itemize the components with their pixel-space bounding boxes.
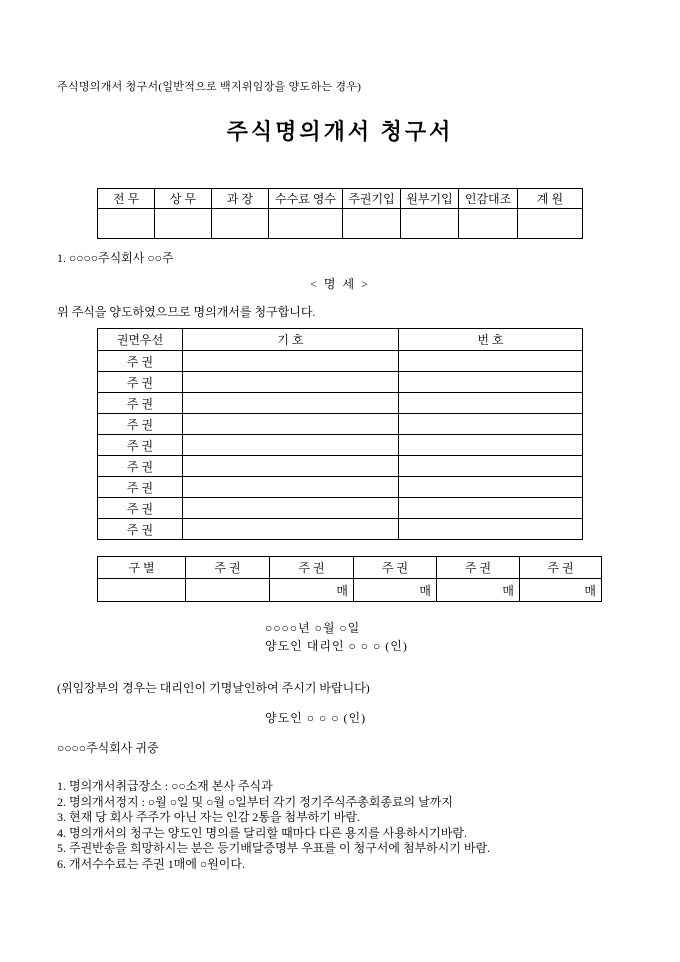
count-cell: 매 xyxy=(354,579,437,602)
detail-header-cell: 번 호 xyxy=(399,329,583,351)
detail-table xyxy=(97,328,583,540)
detail-cell xyxy=(183,519,399,540)
count-header-cell: 주 권 xyxy=(437,557,520,579)
document-caption: 주식명의개서 청구서(일반적으로 백지위임장을 양도하는 경우) xyxy=(57,81,362,93)
detail-cell xyxy=(183,393,399,414)
note-line: 1. 명의개서취급장소 : ○○소재 본사 주식과 xyxy=(57,779,273,793)
count-header-cell: 구 별 xyxy=(98,557,186,579)
note-line: 5. 주권반송을 희망하시는 분은 등기배달증명부 우표를 이 청구서에 첨부하시기 바람. xyxy=(57,841,491,856)
signature-agent-line: 양도인 대리인 ○ ○ ○ (인) xyxy=(265,639,408,653)
proxy-note: (위임장부의 경우는 대리인이 기명날인하여 주시기 바랍니다) xyxy=(57,681,370,695)
detail-cell xyxy=(399,477,583,498)
detail-cell: 주 권 xyxy=(98,414,183,435)
count-cell xyxy=(98,579,186,602)
approval-table xyxy=(97,188,583,239)
count-header-cell: 주 권 xyxy=(270,557,354,579)
detail-table-row xyxy=(98,477,583,498)
approval-empty-cell xyxy=(401,209,459,239)
detail-cell: 주 권 xyxy=(98,351,183,372)
detail-cell xyxy=(399,456,583,477)
note-line: 3. 현재 당 회사 주주가 아닌 자는 인감 2통을 첨부하기 바람. xyxy=(57,810,361,825)
count-value-row xyxy=(98,579,602,602)
detail-cell: 주 권 xyxy=(98,393,183,414)
approval-empty-cell xyxy=(212,209,269,239)
detail-cell: 주 권 xyxy=(98,519,183,540)
notes-list xyxy=(57,779,660,873)
company-shares-line: 1. ○○○○주식회사 ○○주 xyxy=(57,251,174,265)
approval-header-cell: 과 장 xyxy=(212,189,269,209)
signature-transferor-line: 양도인 ○ ○ ○ (인) xyxy=(265,711,367,725)
detail-header-row xyxy=(98,329,583,351)
detail-table-row xyxy=(98,519,583,540)
count-cell xyxy=(186,579,270,602)
count-cell: 매 xyxy=(520,579,602,602)
addressee-line: ○○○○주식회사 귀중 xyxy=(57,741,159,755)
detail-cell: 주 권 xyxy=(98,435,183,456)
detail-header-cell: 기 호 xyxy=(183,329,399,351)
approval-header-cell: 전 무 xyxy=(98,189,155,209)
approval-header-cell: 수수료 영수 xyxy=(269,189,343,209)
note-line: 4. 명의개서의 청구는 양도인 명의를 달리할 때마다 다른 용지를 사용하시기바람. xyxy=(57,825,467,840)
detail-cell xyxy=(399,498,583,519)
detail-header-cell: 권면우선 xyxy=(98,329,183,351)
detail-table-row xyxy=(98,456,583,477)
detail-table-row xyxy=(98,498,583,519)
detail-cell xyxy=(399,393,583,414)
document-title: 주식명의개서 청구서 xyxy=(226,119,454,144)
detail-table-row xyxy=(98,393,583,414)
detail-cell: 주 권 xyxy=(98,498,183,519)
detail-cell: 주 권 xyxy=(98,456,183,477)
detail-cell xyxy=(399,435,583,456)
request-statement: 위 주식을 양도하였으므로 명의개서를 청구합니다. xyxy=(57,305,316,319)
detail-cell xyxy=(183,351,399,372)
detail-table-row xyxy=(98,435,583,456)
approval-empty-cell xyxy=(98,209,155,239)
approval-empty-cell xyxy=(343,209,401,239)
approval-empty-row xyxy=(98,209,583,239)
count-header-cell: 주 권 xyxy=(186,557,270,579)
detail-table-row xyxy=(98,372,583,393)
count-header-row xyxy=(98,557,602,579)
detail-cell xyxy=(183,498,399,519)
count-header-cell: 주 권 xyxy=(520,557,602,579)
approval-empty-cell xyxy=(518,209,583,239)
detail-cell: 주 권 xyxy=(98,372,183,393)
count-table xyxy=(97,556,602,602)
approval-header-row xyxy=(98,189,583,209)
approval-empty-cell xyxy=(269,209,343,239)
approval-empty-cell xyxy=(155,209,212,239)
detail-heading: < 명 세 > xyxy=(310,277,370,291)
detail-cell xyxy=(399,414,583,435)
detail-cell xyxy=(399,519,583,540)
note-line: 2. 명의개서정지 : ○월 ○일 및 ○월 ○일부터 각기 정기주식주총회종료의 날까지 xyxy=(57,794,453,809)
approval-header-cell: 인감대조 xyxy=(459,189,518,209)
note-line: 6. 개서수수료는 주권 1매에 ○원이다. xyxy=(57,856,245,871)
detail-cell xyxy=(183,372,399,393)
detail-cell xyxy=(183,477,399,498)
detail-table-row xyxy=(98,351,583,372)
approval-empty-cell xyxy=(459,209,518,239)
approval-header-cell: 상 무 xyxy=(155,189,212,209)
approval-header-cell: 주권기입 xyxy=(343,189,401,209)
detail-cell xyxy=(183,414,399,435)
detail-cell xyxy=(183,435,399,456)
count-cell: 매 xyxy=(437,579,520,602)
approval-header-cell: 계 원 xyxy=(518,189,583,209)
detail-table-row xyxy=(98,414,583,435)
detail-cell xyxy=(399,372,583,393)
signature-date: ○○○○년 ○월 ○일 xyxy=(265,621,361,635)
detail-cell xyxy=(183,456,399,477)
detail-cell xyxy=(399,351,583,372)
approval-header-cell: 원부기입 xyxy=(401,189,459,209)
count-cell: 매 xyxy=(270,579,354,602)
count-header-cell: 주 권 xyxy=(354,557,437,579)
detail-cell: 주 권 xyxy=(98,477,183,498)
